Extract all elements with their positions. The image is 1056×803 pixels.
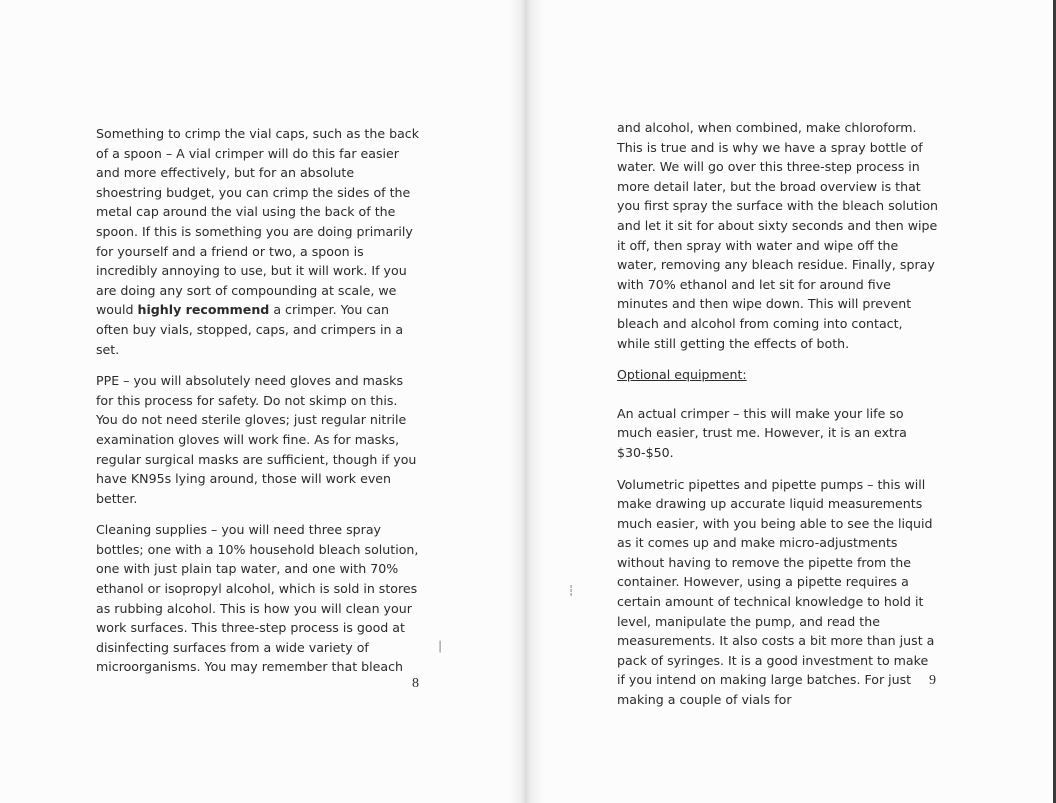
paragraph-crimp-caps [96,124,422,359]
scan-mark: ┆ [568,586,575,597]
paragraph-volumetric-pipettes: Volumetric pipettes and pipette pumps – this will make drawing up accurate liquid measurements much easier, with you being able to see the liquid as it comes up and make micro-adjustments without having to remove the pipette from the container. However, using a pipette requires a certain amount of technical knowledge to hold it level, manipulate the pump, and read the measurements. It also costs a bit more than just a pack of syringes. It is a good investment to make if you intend on making large batches. For just making a couple of vials for [617,476,935,708]
left-page-text [96,124,422,689]
book-gutter [508,0,544,803]
right-page-text [617,118,939,722]
heading-optional-equipment: Optional equipment: [617,367,747,383]
paragraph-crimp-caps-end: a crimper. You can often buy vials, stopped, caps, and crimpers in a set. [96,302,404,357]
page-number-right: 9 [929,673,936,688]
left-page [0,0,526,803]
paragraph-crimp-caps-text: Something to crimp the vial caps, such as the back of a spoon – A vial crimper will do this far easier and more effectively, but for an absolute shoestring budget, you can crimp the sides of the metal cap around the vial using the back of the spoon. If this is something you are doing primarily for yourself and a friend or two, a spoon is incredibly annoying to use, but it will work. If you are doing any sort of compounding at scale, we would [96,126,420,318]
paragraph-alcohol-chloroform: and alcohol, when combined, make chloroform. This is true and is why we have a spray bottle of water. We will go over this three-step process in more detail later, but the broad overview is that you first spray the surface with the bleach solution and let it sit for about sixty seconds and then wipe it off, then spray with water and wipe off the water, removing any bleach residue. Finally, spray with 70% ethanol and let sit for around five minutes and then wipe down. This will prevent bleach and alcohol from coming into contact, while still getting the effects of both. [617,120,939,351]
page-number-left: 8 [412,676,419,691]
paragraph-actual-crimper: An actual crimper – this will make your life so much easier, trust me. However, it is an extra $30-$50. [617,405,907,460]
paragraph-ppe: PPE – you will absolutely need gloves and masks for this process for safety. Do not skimp on this. You do not need sterile gloves; just regular nitrile examination gloves will work fine. As for masks, regular surgical masks are sufficient, though if you have KN95s lying around, those will work even better. [96,373,417,506]
paragraph-cleaning-supplies: Cleaning supplies – you will need three spray bottles; one with a 10% household bleach solution, one with just plain tap water, and one with 70% ethanol or isopropyl alcohol, which is sold in stores as rubbing alcohol. This is how you will clean your work surfaces. This three-step process is good at disinfecting surfaces from a wide variety of microorganisms. You may remember that bleach [96,522,419,675]
emphasis-highly-recommend: highly recommend [137,302,270,318]
right-page [526,0,1056,803]
scan-mark: │ [437,642,444,653]
